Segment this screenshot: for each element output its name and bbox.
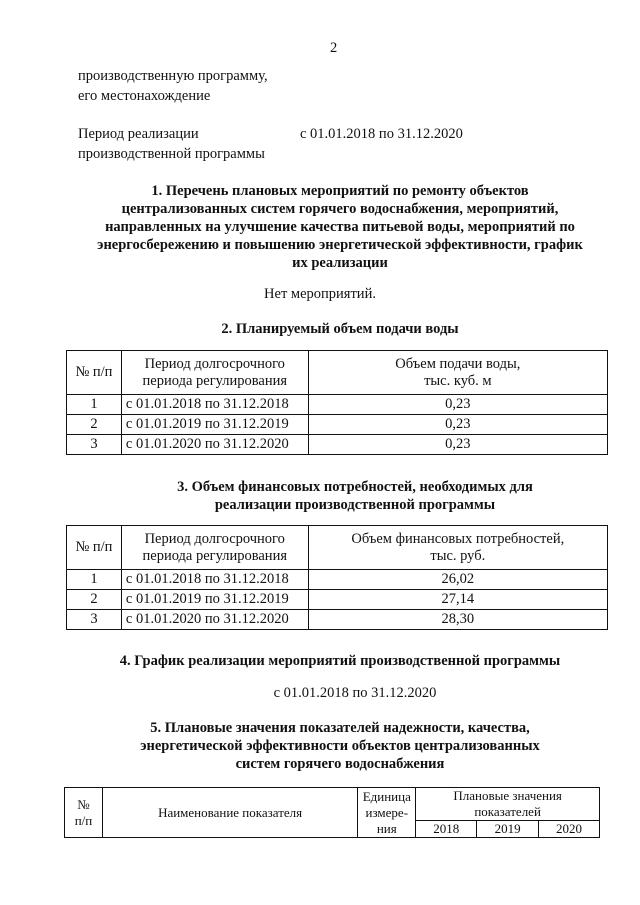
col-header-year: 2019 — [477, 821, 539, 838]
col-header-period — [121, 526, 308, 570]
col-header-num-l2: п/п — [74, 812, 93, 828]
row-period: с 01.01.2019 по 31.12.2019 — [121, 415, 308, 435]
section1-title-line: 1. Перечень плановых мероприятий по ремонту объектов — [151, 183, 529, 199]
col-header-unit-l3: ния — [376, 820, 397, 836]
row-num: 2 — [67, 590, 122, 610]
col-header-period-l1: Период долгосрочного — [144, 355, 285, 372]
row-period: с 01.01.2020 по 31.12.2020 — [121, 435, 308, 455]
table-row — [67, 610, 608, 630]
table-header-row — [67, 526, 608, 570]
col-header-year: 2020 — [539, 821, 600, 838]
table-header-row — [67, 351, 608, 395]
section3-title-line: реализации производственной программы — [214, 497, 496, 513]
section4-title: 4. График реализации мероприятий производственной программы — [119, 653, 561, 669]
table-row — [67, 435, 608, 455]
col-header-name: Наименование показателя — [102, 788, 357, 838]
col-header-num: № п/п — [67, 351, 122, 395]
section1-title-line: централизованных систем горячего водоснабжения, мероприятий, — [121, 201, 559, 217]
header-line-2: его местонахождение — [78, 88, 211, 104]
period-label-line-2: производственной программы — [78, 146, 265, 162]
financial-needs-table — [66, 525, 608, 630]
row-num: 1 — [67, 570, 122, 590]
section1-title — [60, 182, 620, 272]
indicators-table — [64, 787, 600, 838]
section1-title-line: энергосбережению и повышению энергетической эффективности, график — [97, 237, 583, 253]
col-header-value — [308, 351, 607, 395]
col-header-num — [65, 788, 103, 838]
col-header-unit-l2: измере- — [365, 804, 409, 820]
row-period: с 01.01.2018 по 31.12.2018 — [121, 395, 308, 415]
col-header-value-l1: Объем подачи воды, — [395, 355, 521, 372]
section5-title-line: энергетической эффективности объектов централизованных — [140, 738, 540, 754]
row-period: с 01.01.2019 по 31.12.2019 — [121, 590, 308, 610]
col-header-planned-l1: Плановые значения — [453, 788, 562, 803]
col-header-period-l1: Период долгосрочного — [144, 530, 285, 547]
row-period: с 01.01.2018 по 31.12.2018 — [121, 570, 308, 590]
col-header-period — [121, 351, 308, 395]
col-header-period-l2: периода регулирования — [142, 372, 288, 389]
col-header-num: № п/п — [67, 526, 122, 570]
section2-title: 2. Планируемый объем подачи воды — [221, 321, 459, 337]
section3-title — [0, 478, 640, 514]
col-header-year: 2018 — [416, 821, 477, 838]
section3-title-line: 3. Объем финансовых потребностей, необходимых для — [177, 479, 533, 495]
row-value: 0,23 — [308, 435, 607, 455]
row-value: 0,23 — [308, 415, 607, 435]
page-number: 2 — [330, 40, 338, 56]
period-value: с 01.01.2018 по 31.12.2020 — [300, 126, 463, 142]
col-header-period-l2: периода регулирования — [142, 547, 287, 564]
row-period: с 01.01.2020 по 31.12.2020 — [121, 610, 308, 630]
table-row — [67, 570, 608, 590]
period-label-line-1: Период реализации — [78, 126, 199, 142]
row-value: 28,30 — [308, 610, 607, 630]
col-header-unit — [358, 788, 416, 838]
row-num: 2 — [67, 415, 122, 435]
col-header-value-l2: тыс. куб. м — [424, 372, 492, 389]
section1-body: Нет мероприятий. — [264, 286, 376, 302]
section5-title-line: 5. Плановые значения показателей надежности, качества, — [150, 720, 530, 736]
section5-title-line: систем горячего водоснабжения — [235, 756, 445, 772]
section4-body: с 01.01.2018 по 31.12.2020 — [273, 685, 437, 701]
row-value: 0,23 — [308, 395, 607, 415]
col-header-planned-l2: показателей — [474, 804, 541, 819]
row-num: 3 — [67, 435, 122, 455]
col-header-value-l1: Объем финансовых потребностей, — [351, 530, 565, 547]
row-num: 1 — [67, 395, 122, 415]
col-header-unit-l1: Единица — [362, 788, 411, 804]
table-row — [67, 395, 608, 415]
col-header-planned — [416, 788, 600, 821]
section1-title-line: направленных на улучшение качества питьевой воды, мероприятий по — [105, 219, 575, 235]
table-header-row — [65, 788, 600, 821]
col-header-value — [308, 526, 607, 570]
table-row — [67, 415, 608, 435]
row-value: 27,14 — [308, 590, 607, 610]
table-row — [67, 590, 608, 610]
water-volume-table — [66, 350, 608, 455]
col-header-num-l1: № — [77, 796, 90, 812]
row-num: 3 — [67, 610, 122, 630]
header-line-1: производственную программу, — [78, 68, 268, 84]
section1-title-line: их реализации — [292, 255, 388, 271]
row-value: 26,02 — [308, 570, 607, 590]
section5-title — [0, 719, 640, 773]
col-header-value-l2: тыс. руб. — [430, 547, 486, 564]
